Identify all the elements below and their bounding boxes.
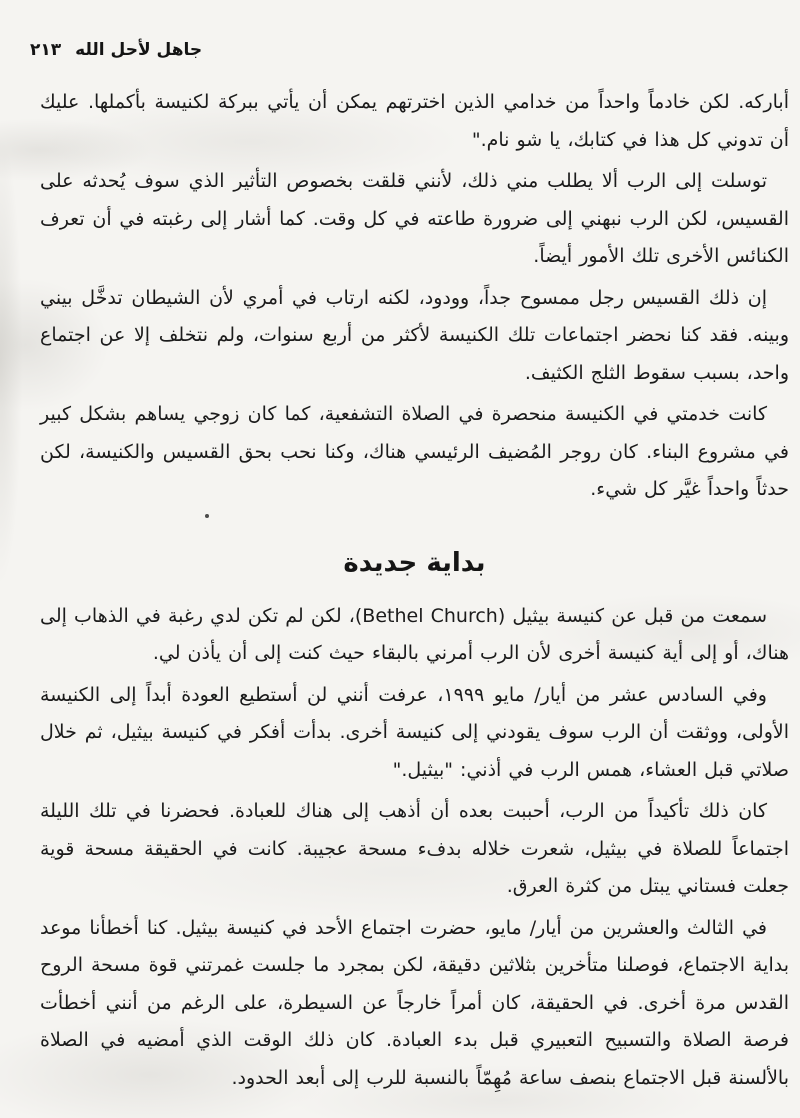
running-title: جاهل لأحل الله bbox=[75, 40, 203, 60]
section-heading: بداية جديدة bbox=[343, 547, 486, 578]
paragraph: كانت خدمتي في الكنيسة منحصرة في الصلاة التشفعية، كما كان زوجي يساهم بشكل كبير في مشروع البناء. كان روجر المُضيف الرئيسي هناك، وكنا نحب بحق القسيس والكنيسة، لكن حدثاً واحداً غيَّر كل شيء. bbox=[40, 403, 789, 500]
paragraph: إن ذلك القسيس رجل ممسوح جداً، وودود، لكنه ارتاب في أمري لأن الشيطان تدخَّل بيني وبينه. فقد كنا نحضر اجتماعات تلك الكنيسة لأكثر من أربع سنوات، ولم نتخلف إلا عن اجتماع واحد، بسبب سقوط الثلج الكثيف. bbox=[40, 286, 789, 384]
paragraph: سمعت من قبل عن كنيسة بيثيل (Bethel Church)، لكن لم تكن لدي رغبة في الذهاب إلى هناك، أو إلى أية كنيسة أخرى لأن الرب أمرني بالبقاء حيث كنت إلى أن يأذن لي. bbox=[40, 604, 789, 664]
paragraph: في الثالث والعشرين من أيار/ مايو، حضرت اجتماع الأحد في كنيسة بيثيل. كنا أخطأنا موعد بداية الاجتماع، فوصلنا متأخرين بثلاثين دقيقة، لكن بمجرد ما جلست غمرتني قوة مسحة الروح القدس مرة أخرى. في الحقيقة، كان أمراً خارجاً عن السيطرة، على الرغم من أنني أخطأت فرصة الصلاة والتسبيح التعبيري قبل بدء العبادة. كان ذلك الوقت الذي أمضيه في الصلاة بالألسنة قبل الاجتماع بنصف ساعة مُهِمّاً بالنسبة للرب إلى أبعد الحدود. bbox=[40, 916, 789, 1089]
page-number: ٢١٣ bbox=[30, 40, 62, 60]
page-content bbox=[40, 84, 789, 1101]
paragraph: أباركه. لكن خادماً واحداً من خدامي الذين اخترتهم يمكن أن يأتي ببركة لكنيسة بأكملها. عليك أن تدوني كل هذا في كتابك، يا شو نام." bbox=[40, 91, 789, 151]
ink-speck bbox=[205, 514, 209, 518]
paragraph: وفي السادس عشر من أيار/ مايو ١٩٩٩، عرفت أنني لن أستطيع العودة أبداً إلى الكنيسة الأولى، ووثقت أن الرب سوف يقودني إلى كنيسة أخرى. بدأت أفكر في كنيسة بيثيل، ثم خلال صلاتي قبل العشاء، همس الرب في أذني: "بيثيل." bbox=[40, 683, 789, 781]
page-header bbox=[30, 40, 202, 60]
paragraph: توسلت إلى الرب ألا يطلب مني ذلك، لأنني قلقت بخصوص التأثير الذي سوف يُحدثه على القسيس، لكن الرب نبهني إلى ضرورة طاعته في كل وقت. كما أشار إلى رغبته في أن تعرف الكنائس الأخرى تلك الأمور أيضاً. bbox=[40, 170, 789, 267]
paragraph: كان ذلك تأكيداً من الرب، أحببت بعده أن أذهب إلى هناك للعبادة. فحضرنا في تلك الليلة اجتماعاً للصلاة في بيثيل، شعرت خلاله بدفء مسحة عجيبة. كانت في الحقيقة مسحة قوية جعلت فستاني يبتل من كثرة العرق. bbox=[40, 800, 789, 897]
